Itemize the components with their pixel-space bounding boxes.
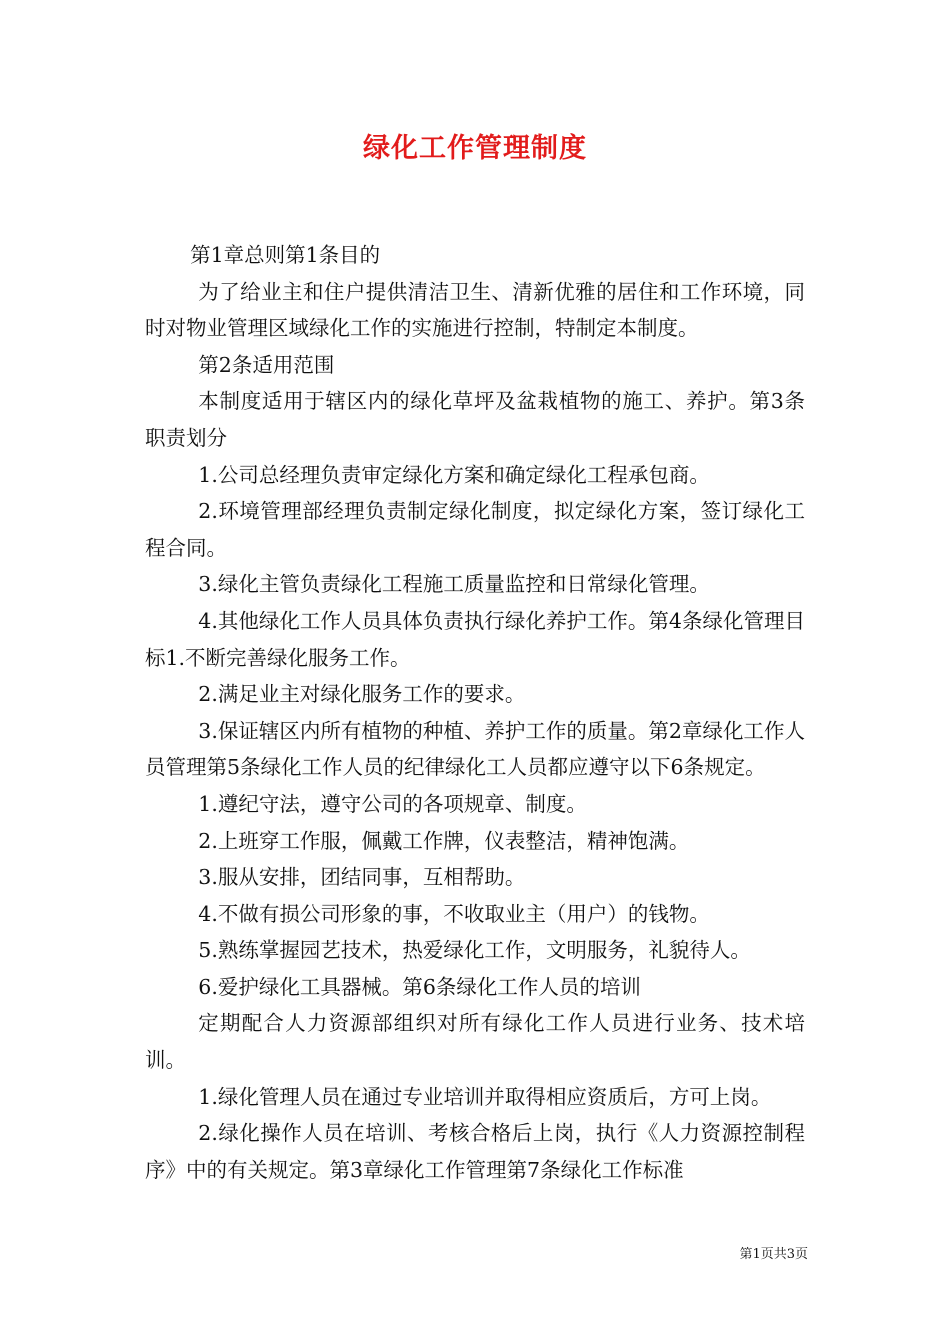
paragraph: 第1章总则第1条目的 [190, 243, 381, 267]
paragraph: 2.满足业主对绿化服务工作的要求。 [198, 682, 526, 707]
paragraph: 3.保证辖区内所有植物的种植、养护工作的质量。第2章绿化工作人员管理第5条绿化工作人员的纪律绿化工人员都应遵守以下6条规定。 [145, 718, 805, 780]
document-title: 绿化工作管理制度 [363, 133, 587, 164]
paragraph: 3.服从安排，团结同事，互相帮助。 [198, 865, 526, 890]
paragraph: 1.遵纪守法，遵守公司的各项规章、制度。 [198, 791, 587, 816]
paragraph: 本制度适用于辖区内的绿化草坪及盆栽植物的施工、养护。第3条职责划分 [145, 389, 805, 450]
paragraph: 2.环境管理部经理负责制定绿化制度，拟定绿化方案，签订绿化工程合同。 [145, 499, 805, 560]
paragraph: 4.其他绿化工作人员具体负责执行绿化养护工作。第4条绿化管理目标1.不断完善绿化服务工作。 [145, 608, 805, 670]
paragraph: 4.不做有损公司形象的事，不收取业主（用户）的钱物。 [198, 901, 710, 926]
paragraph: 为了给业主和住户提供清洁卫生、清新优雅的居住和工作环境，同时对物业管理区域绿化工作的实施进行控制，特制定本制度。 [145, 279, 805, 341]
paragraph: 3.绿化主管负责绿化工程施工质量监控和日常绿化管理。 [198, 572, 710, 597]
paragraph: 5.熟练掌握园艺技术，热爱绿化工作，文明服务，礼貌待人。 [198, 938, 751, 963]
paragraph: 定期配合人力资源部组织对所有绿化工作人员进行业务、技术培训。 [145, 1011, 805, 1073]
paragraph: 2.绿化操作人员在培训、考核合格后上岗，执行《人力资源控制程序》中的有关规定。第3章绿化工作管理第7条绿化工作标准 [145, 1121, 805, 1182]
paragraph: 1.公司总经理负责审定绿化方案和确定绿化工程承包商。 [198, 462, 710, 487]
paragraph: 2.上班穿工作服，佩戴工作牌，仪表整洁，精神饱满。 [198, 828, 690, 853]
document-body [145, 237, 805, 1188]
page-number-footer: 第1页共3页 [739, 1247, 808, 1262]
paragraph: 6.爱护绿化工具器械。第6条绿化工作人员的培训 [198, 974, 641, 999]
paragraph: 第2条适用范围 [198, 352, 335, 377]
paragraph: 1.绿化管理人员在通过专业培训并取得相应资质后，方可上岗。 [198, 1084, 772, 1109]
